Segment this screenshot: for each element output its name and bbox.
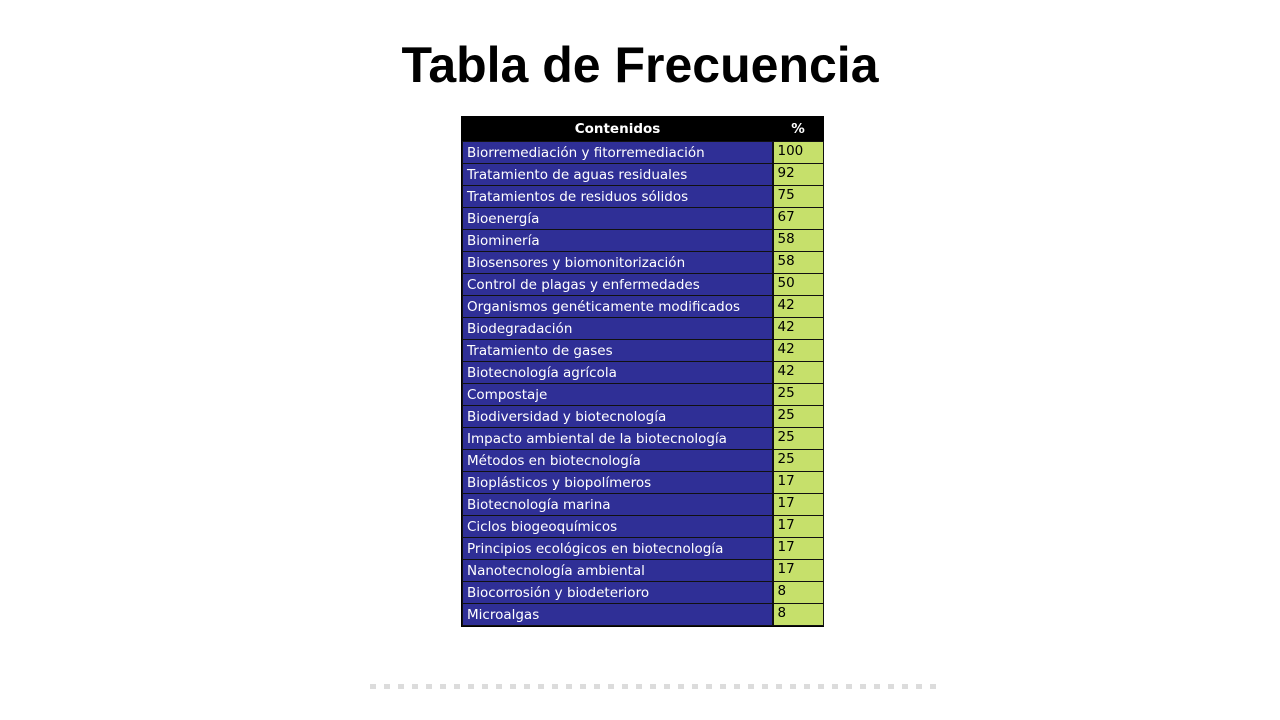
topic-cell: Métodos en biotecnología [463, 450, 773, 472]
percent-cell: 75 [773, 186, 824, 208]
percent-cell: 50 [773, 274, 824, 296]
percent-cell: 17 [773, 472, 824, 494]
topic-cell: Compostaje [463, 384, 773, 406]
table-row [463, 296, 824, 318]
percent-cell: 17 [773, 516, 824, 538]
topic-cell: Tratamiento de aguas residuales [463, 164, 773, 186]
percent-cell: 25 [773, 428, 824, 450]
percent-cell: 42 [773, 340, 824, 362]
table-row [463, 516, 824, 538]
header-contenidos: Contenidos [463, 117, 773, 142]
topic-cell: Biorremediación y fitorremediación [463, 142, 773, 164]
table-row [463, 340, 824, 362]
topic-cell: Ciclos biogeoquímicos [463, 516, 773, 538]
frequency-table [462, 117, 824, 626]
percent-cell: 8 [773, 582, 824, 604]
percent-cell: 8 [773, 604, 824, 626]
topic-cell: Nanotecnología ambiental [463, 560, 773, 582]
table-row [463, 582, 824, 604]
topic-cell: Biodiversidad y biotecnología [463, 406, 773, 428]
table-row [463, 142, 824, 164]
table-row [463, 252, 824, 274]
header-percent: % [773, 117, 824, 142]
table-row [463, 362, 824, 384]
table-row [463, 406, 824, 428]
topic-cell: Biominería [463, 230, 773, 252]
percent-cell: 67 [773, 208, 824, 230]
topic-cell: Principios ecológicos en biotecnología [463, 538, 773, 560]
table-row [463, 230, 824, 252]
percent-cell: 17 [773, 538, 824, 560]
topic-cell: Tratamientos de residuos sólidos [463, 186, 773, 208]
percent-cell: 42 [773, 318, 824, 340]
table-row [463, 384, 824, 406]
percent-cell: 58 [773, 230, 824, 252]
table-header-row [463, 117, 824, 142]
faded-footnote-strip [370, 684, 940, 689]
table-row [463, 538, 824, 560]
percent-cell: 17 [773, 494, 824, 516]
percent-cell: 42 [773, 362, 824, 384]
percent-cell: 25 [773, 450, 824, 472]
table-row [463, 604, 824, 626]
topic-cell: Organismos genéticamente modificados [463, 296, 773, 318]
topic-cell: Biotecnología marina [463, 494, 773, 516]
table-row [463, 274, 824, 296]
table-row [463, 428, 824, 450]
percent-cell: 100 [773, 142, 824, 164]
percent-cell: 92 [773, 164, 824, 186]
table-row [463, 164, 824, 186]
percent-cell: 42 [773, 296, 824, 318]
table-row [463, 560, 824, 582]
percent-cell: 25 [773, 406, 824, 428]
table-body [463, 142, 824, 626]
topic-cell: Tratamiento de gases [463, 340, 773, 362]
percent-cell: 58 [773, 252, 824, 274]
table-row [463, 472, 824, 494]
topic-cell: Bioplásticos y biopolímeros [463, 472, 773, 494]
slide-title: Tabla de Frecuencia [401, 37, 879, 93]
topic-cell: Biocorrosión y biodeterioro [463, 582, 773, 604]
topic-cell: Control de plagas y enfermedades [463, 274, 773, 296]
table-row [463, 450, 824, 472]
frequency-table-container [461, 116, 824, 627]
table-row [463, 318, 824, 340]
percent-cell: 25 [773, 384, 824, 406]
table-row [463, 186, 824, 208]
table-row [463, 208, 824, 230]
topic-cell: Biotecnología agrícola [463, 362, 773, 384]
percent-cell: 17 [773, 560, 824, 582]
topic-cell: Biosensores y biomonitorización [463, 252, 773, 274]
topic-cell: Microalgas [463, 604, 773, 626]
topic-cell: Bioenergía [463, 208, 773, 230]
table-row [463, 494, 824, 516]
topic-cell: Impacto ambiental de la biotecnología [463, 428, 773, 450]
topic-cell: Biodegradación [463, 318, 773, 340]
